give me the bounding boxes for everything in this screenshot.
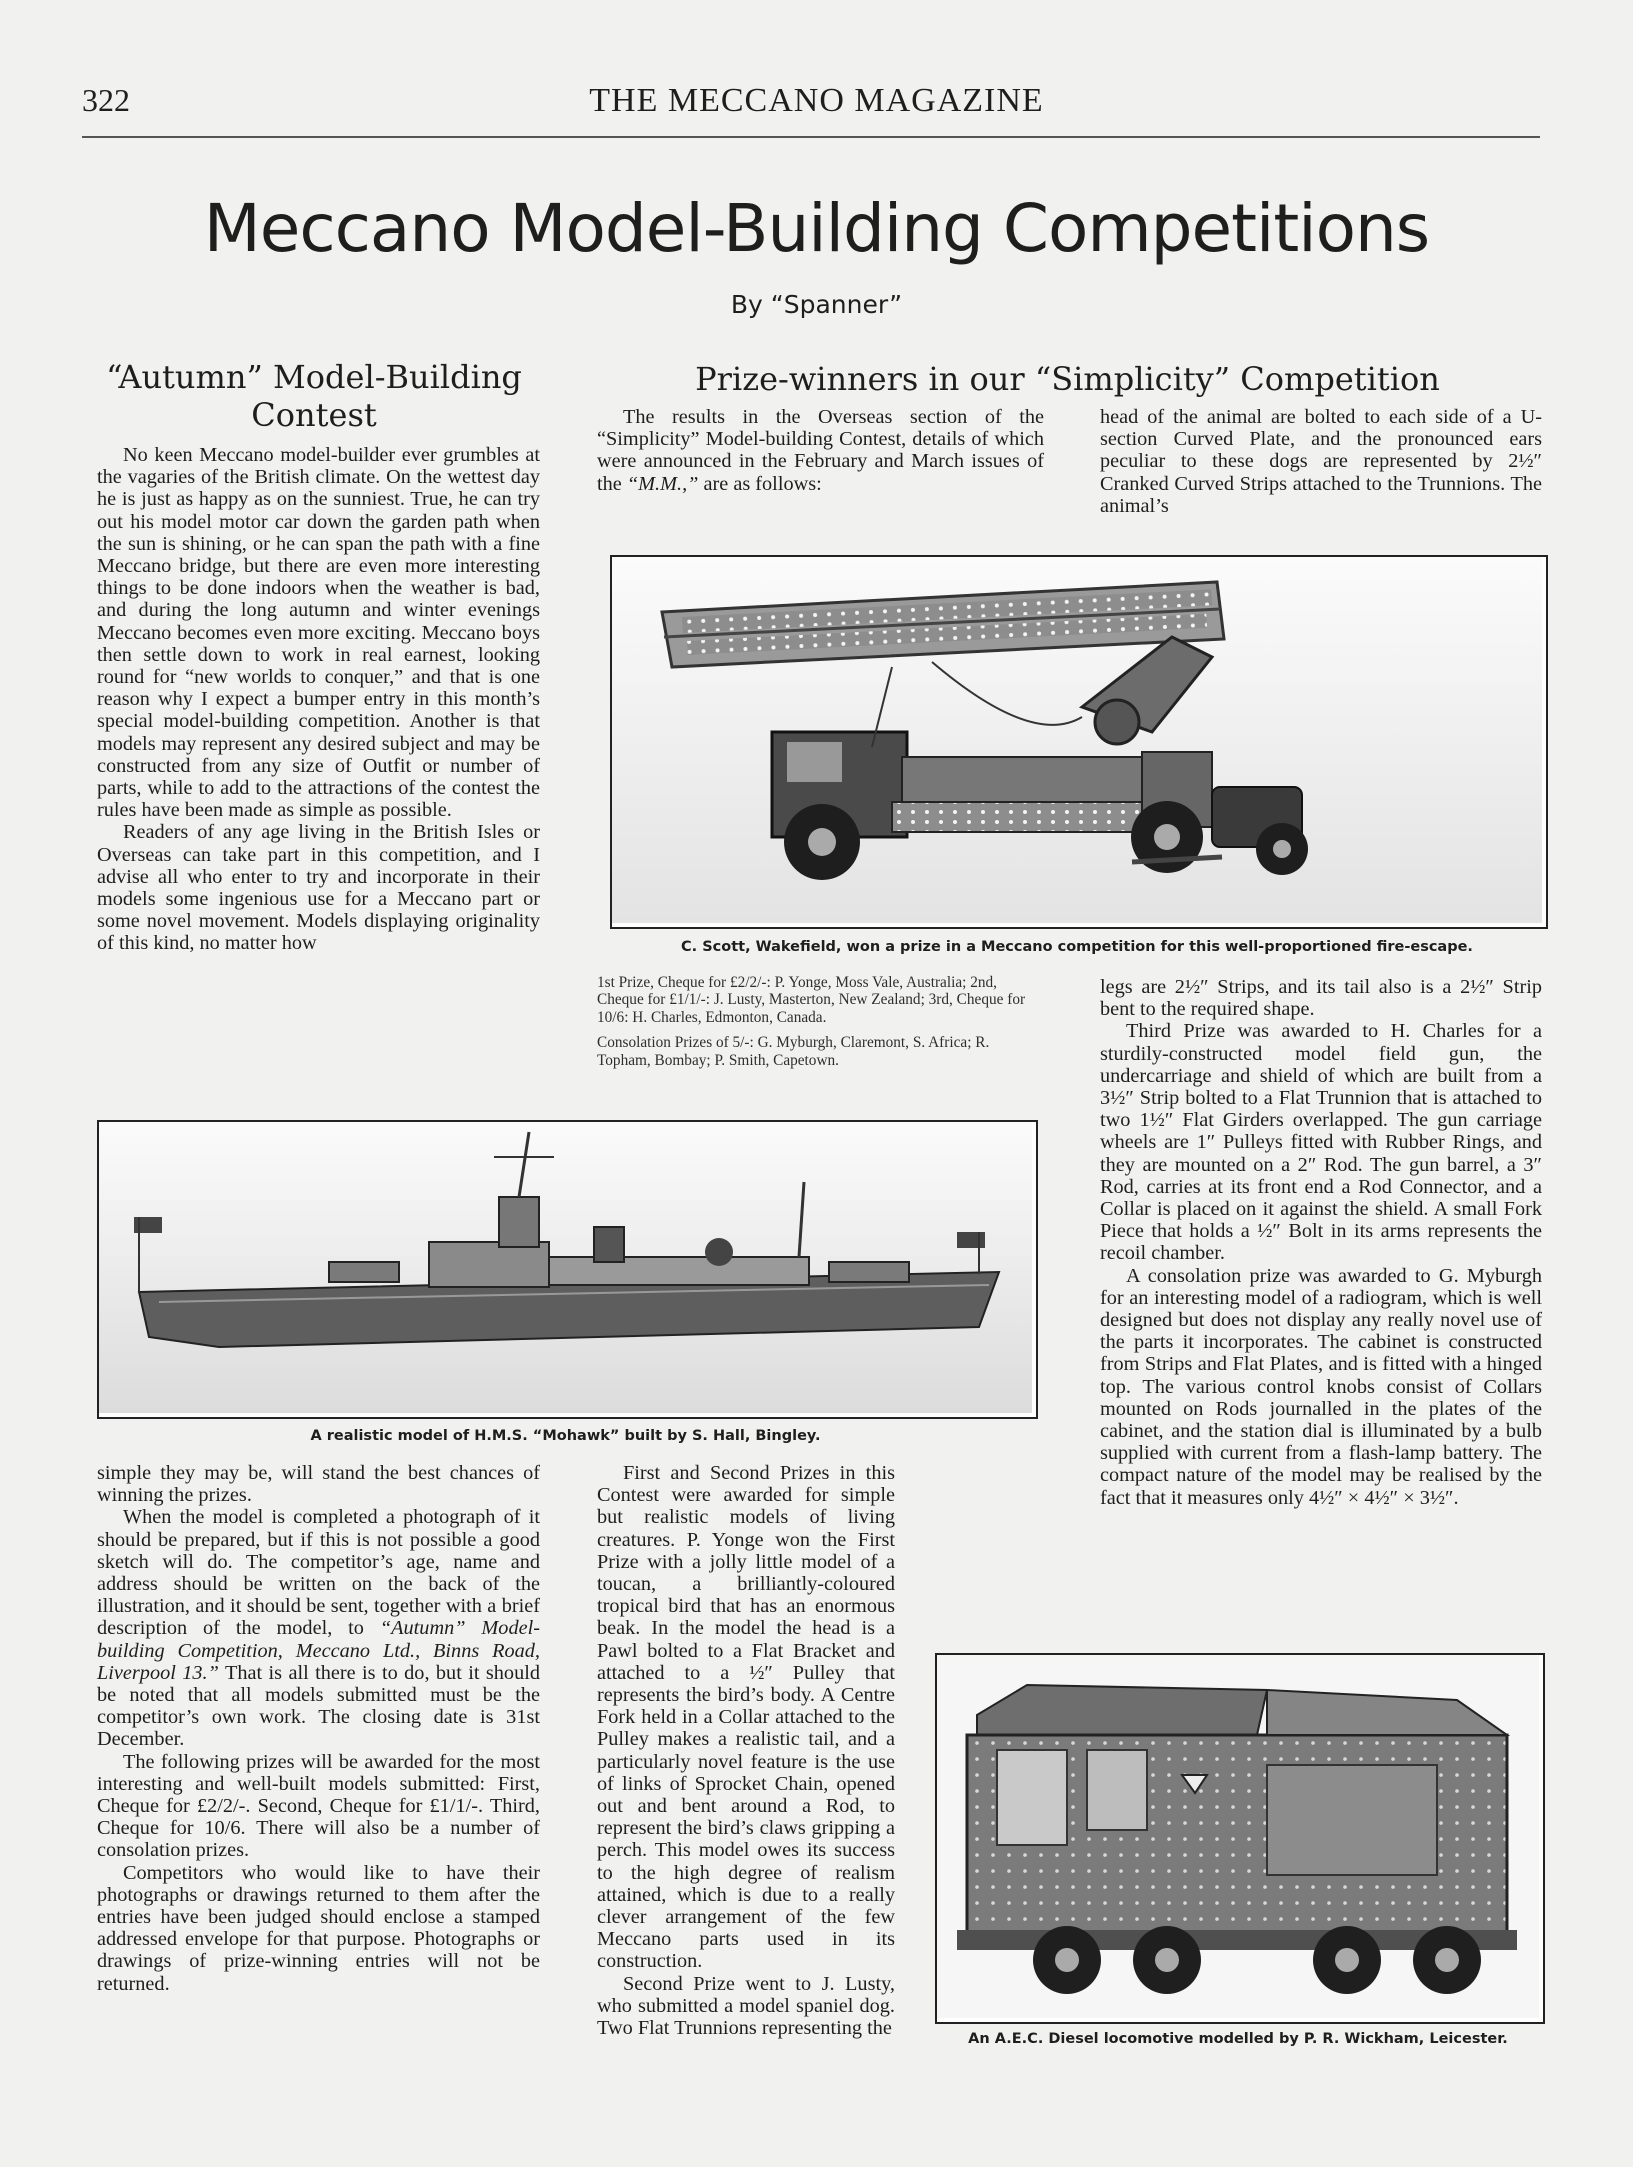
third-prize-paragraph: Third Prize was awarded to H. Charles for a sturdily-constructed model field gun, the undercarriage and shield of which are built from a 3½″ Strip bolted to a Flat Trunnion that is attached to two 1½″ Flat Girders overlapped. The gun carriage wheels are 1″ Pulleys fitted with Rubber Rings, and they are mounted on a 2″ Rod. The gun barrel, a 3″ Rod, carries at its front end a Rod Connector, and a Collar is placed on it against the shield. A small Fork Piece that holds a ½″ Bolt in its arms represents the recoil chamber. <box>1100 1020 1542 1265</box>
diesel-locomotive-caption: An A.E.C. Diesel locomotive modelled by P. R. Wickham, Leicester. <box>968 2031 1508 2047</box>
simplicity-intro <box>597 406 1044 495</box>
autumn-paragraph: No keen Meccano model-builder ever grumbles at the vagaries of the British climate. On the wettest day he is just as happy as on the sunniest. True, he can try out his model motor car down the garden path when the sun is shining, or he can span the path with a fine Meccano bridge, but there are even more interesting things to be done indoors when the weather is bad, and during the long autumn and winter evenings Meccano becomes even more exciting. Meccano boys then settle down to work in real earnest, looking round for “new worlds to conquer,” and that is one reason why I expect a bumper entry in this month’s special model-building competition. Another is that models may represent any desired subject and may be constructed from any size of Outfit or number of parts, while to add to the attractions of the contest the rules have been made as simple as possible. <box>97 444 540 822</box>
return-paragraph: Competitors who would like to have their photographs or drawings returned to them after the entries have been judged should enclose a stamped addressed envelope for that purpose. Photographs or drawings of prize-winning entries will not be returned. <box>97 1861 540 1995</box>
hms-mohawk-photo <box>97 1120 1038 1419</box>
prizes-paragraph: The following prizes will be awarded for the most interesting and well-built models submitted: First, Cheque for £2/2/-. Second, Cheque for £1/1/-. Third, Cheque for 10/6. There will also be a number of consolation prizes. <box>97 1750 540 1862</box>
competition-address: “Autumn” Model-building Competition, Meccano Ltd., Binns Road, Liverpool 13.” <box>97 1617 540 1684</box>
autumn-contest-heading: “Autumn” Model-Building Contest <box>106 358 522 434</box>
prize-descriptions-column <box>1100 976 1542 1509</box>
diesel-locomotive-photo <box>935 1653 1545 2024</box>
autumn-column-top <box>97 444 540 955</box>
hms-mohawk-caption: A realistic model of H.M.S. “Mohawk” built by S. Hall, Bingley. <box>310 1428 821 1444</box>
intro-text: The results in the Overseas section of the “Simplicity” Model-building Contest, details of which were announced in the February and March issues of the <box>597 406 1044 495</box>
consolation-paragraph: A consolation prize was awarded to G. Myburgh for an interesting model of a radiogram, which is well designed but does not display any really novel use of the parts it incorporates. The cabinet is constructed from Strips and Flat Plates, and is fitted with a hinged top. The various control knobs consist of Collars mounted on Rods journalled in the plates of the cabinet, and the station dial is illuminated by a bulb supplied with current from a flash-lamp battery. The compact nature of the model may be realised by the fact that it measures only 4½″ × 4½″ × 3½″. <box>1100 1264 1542 1509</box>
first-prize-paragraph: First and Second Prizes in this Contest were awarded for simple but realistic models of living creatures. P. Yonge won the First Prize with a jolly little model of a toucan, a brilliantly-coloured tropical bird that has an enormous beak. In the model the head is a Pawl bolted to a Flat Bracket and attached to a ½″ Pulley that represents the bird’s body. A Centre Fork held in a Collar attached to the Pulley makes a realistic tail, and a particularly novel feature is the use of links of Sprocket Chain, opened out and bent around a Rod, to represent the bird’s claws gripping a perch. This model owes its success to the high degree of realism attained, which is due to a really clever arrangement of the few Meccano parts used in its construction. <box>597 1462 895 1973</box>
article-title: Meccano Model-Building Competitions <box>203 190 1430 267</box>
prize-list <box>597 974 1044 1077</box>
spaniel-description-top <box>1100 406 1542 517</box>
intro-text-end: are as follows: <box>698 472 822 495</box>
consolation-prizes: Consolation Prizes of 5/-: G. Myburgh, Claremont, S. Africa; R. Topham, Bombay; P. Smith, Capetown. <box>597 1034 990 1069</box>
fire-escape-photo <box>610 555 1548 929</box>
autumn-column-bottom <box>97 1462 540 1995</box>
autumn-paragraph: Readers of any age living in the British Isles or Overseas can take part in this competition, and I advise all who enter to try and incorporate in their models some ingenious use for a Meccano part or some novel movement. Models displaying originality of this kind, no matter how <box>97 821 540 955</box>
running-title: THE MECCANO MAGAZINE <box>589 82 1044 119</box>
second-prize-paragraph: Second Prize went to J. Lusty, who submitted a model spaniel dog. Two Flat Trunnions representing the <box>597 1972 895 2040</box>
main-prizes: 1st Prize, Cheque for £2/2/-: P. Yonge, Moss Vale, Australia; 2nd, Cheque for £1/1/-: J. Lusty, Masterton, New Zealand; 3rd, Cheque for 10/6: H. Charles, Edmonton, Canada. <box>597 974 1026 1026</box>
spaniel-paragraph: head of the animal are bolted to each side of a U-section Curved Plate, and the pronounced ears peculiar to these dogs are represented by 2½″ Cranked Curved Strips attached to the Trunnions. The animal’s <box>1100 406 1542 517</box>
photo-instructions-text: When the model is completed a photograph of it should be prepared, but if this is not possible a good sketch will do. The competitor’s age, name and address should be written on the back of the illustration, and it should be sent, together with a brief description of the model, to <box>97 1506 540 1640</box>
autumn-paragraph-continued: simple they may be, will stand the best chances of winning the prizes. <box>97 1462 540 1507</box>
magazine-abbrev: “M.M.,” <box>626 472 699 495</box>
first-second-prize-column <box>597 1462 895 2039</box>
simplicity-intro-paragraph <box>597 406 1044 495</box>
simplicity-results-heading: Prize-winners in our “Simplicity” Competition <box>695 360 1440 398</box>
photo-instructions-text-end: That is all there is to do, but it should be noted that all models submitted must be the competitor’s own work. The closing date is 31st December. <box>97 1661 540 1751</box>
page-number: 322 <box>82 82 130 118</box>
spaniel-paragraph-end: legs are 2½″ Strips, and its tail also is a 2½″ Strip bent to the required shape. <box>1100 976 1542 1021</box>
byline: By “Spanner” <box>730 290 903 319</box>
fire-escape-caption: C. Scott, Wakefield, won a prize in a Meccano competition for this well-proportioned fire-escape. <box>681 939 1473 955</box>
photo-instructions-paragraph <box>97 1506 540 1750</box>
header-rule <box>82 136 1540 138</box>
